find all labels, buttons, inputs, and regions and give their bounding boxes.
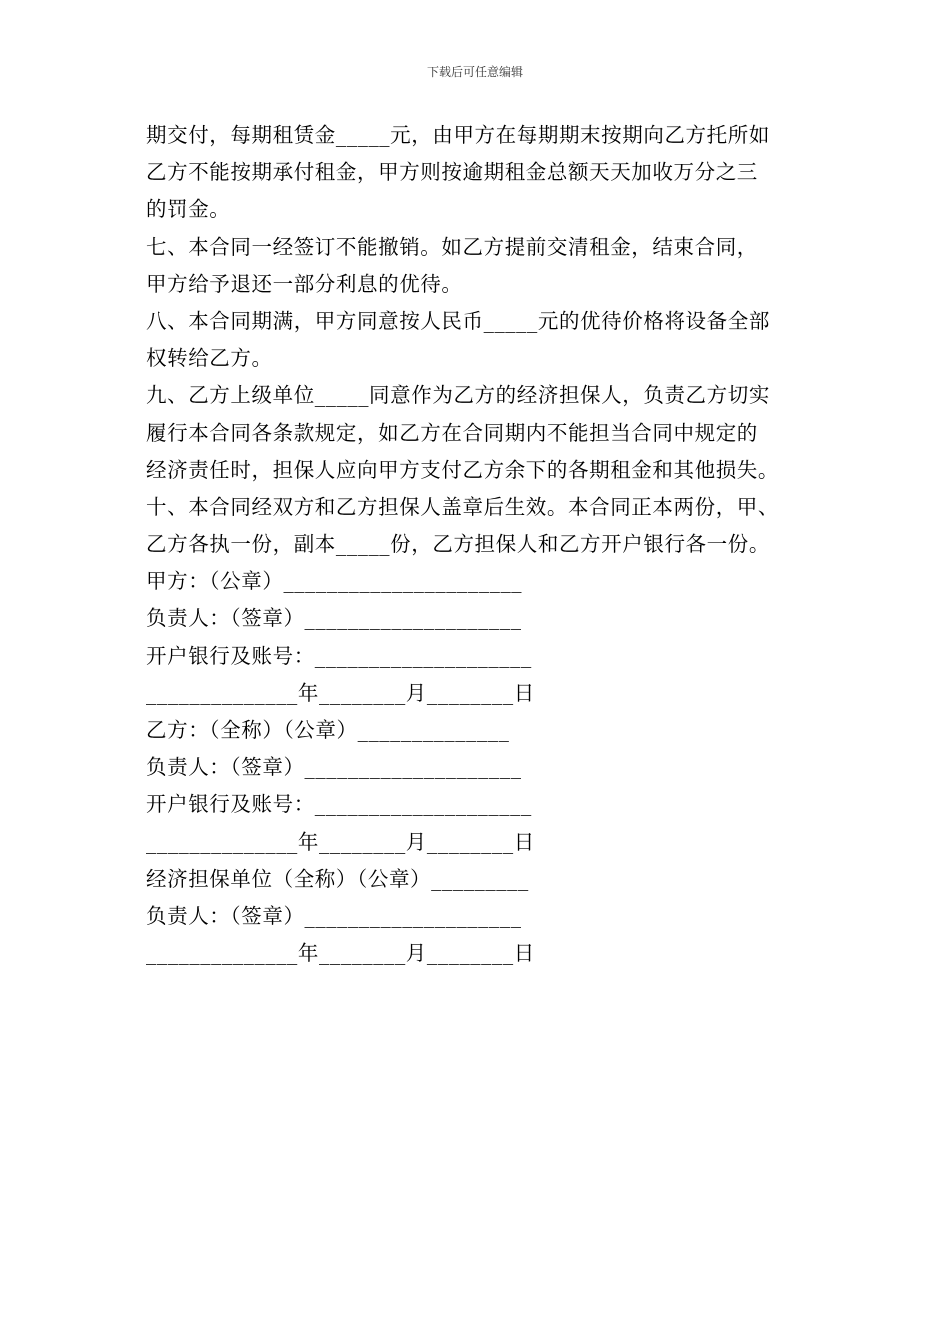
party-b-seal-line: 乙方：（全称）（公章）______________ (146, 718, 510, 742)
text-line: 甲方给予退还一部分利息的优待。 (146, 271, 463, 296)
clause-eight: 八、本合同期满，甲方同意按人民币_____元的优待价格将设备全部 (146, 308, 770, 333)
party-a-responsible-line: 负责人：（签章）____________________ (146, 606, 522, 631)
text-line: 乙方各执一份，副本_____份，乙方担保人和乙方开户银行各一份。 (146, 532, 770, 557)
text-line: 履行本合同各条款规定，如乙方在合同期内不能担当合同中规定的 (146, 420, 758, 445)
party-a-bank-line: 开户银行及账号：____________________ (146, 643, 532, 668)
guarantor-seal-line: 经济担保单位（全称）（公章）_________ (146, 866, 529, 891)
party-b-bank-line: 开户银行及账号：____________________ (146, 792, 532, 817)
clause-seven: 七、本合同一经签订不能撤销。如乙方提前交清租金，结束合同， (146, 234, 758, 259)
clause-ten: 十、本合同经双方和乙方担保人盖章后生效。本合同正本两份，甲、 (146, 494, 779, 519)
contract-body (146, 117, 836, 972)
guarantor-date-line: ______________年________月________日 (146, 941, 535, 966)
text-line: 权转给乙方。 (146, 346, 273, 371)
text-line: 期交付，每期租赁金_____元，由甲方在每期期末按期向乙方托所如 (146, 123, 770, 147)
text-line: 的罚金。 (146, 197, 231, 222)
page-header: 下载后可任意编辑 (426, 65, 523, 79)
party-b-responsible-line: 负责人：（签章）____________________ (146, 755, 522, 780)
text-line: 经济责任时，担保人应向甲方支付乙方余下的各期租金和其他损失。 (146, 457, 779, 482)
clause-nine: 九、乙方上级单位_____同意作为乙方的经济担保人，负责乙方切实 (146, 383, 770, 408)
guarantor-responsible-line: 负责人：（签章）____________________ (146, 903, 522, 928)
party-a-date-line: ______________年________月________日 (146, 680, 535, 705)
party-b-date-line: ______________年________月________日 (146, 829, 535, 854)
party-a-seal-line: 甲方：（公章）______________________ (146, 569, 523, 594)
text-line: 乙方不能按期承付租金，甲方则按逾期租金总额天天加收万分之三 (146, 160, 758, 185)
